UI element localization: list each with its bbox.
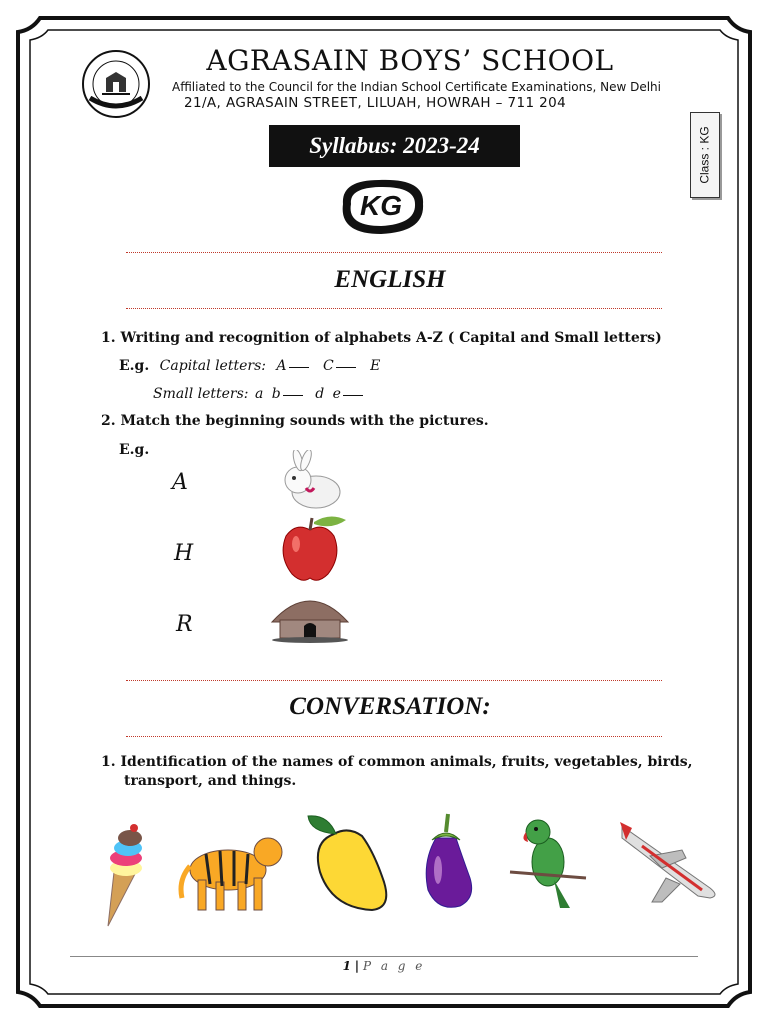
footer-rule <box>70 956 698 957</box>
school-address: 21/A, AGRASAIN STREET, LILUAH, HOWRAH – 711 204 <box>184 95 567 111</box>
small-letter: a <box>254 386 264 402</box>
conversation-item-1-cont: transport, and things. <box>124 773 297 789</box>
page-number: 1 <box>342 959 351 973</box>
small-letter: b <box>271 386 281 402</box>
conversation-heading: CONVERSATION: <box>289 693 491 720</box>
capital-letter: E <box>370 358 381 374</box>
eg-label: E.g. <box>119 358 150 374</box>
class-tab <box>690 112 720 198</box>
match-letter: A <box>172 470 188 495</box>
english-heading: ENGLISH <box>334 266 446 293</box>
kg-badge <box>333 174 429 238</box>
hut-icon <box>268 588 352 644</box>
page-footer <box>0 959 768 973</box>
divider <box>126 252 662 253</box>
english-item-1: 1. Writing and recognition of alphabets A-Z ( Capital and Small letters) <box>101 330 662 346</box>
footer-separator: | <box>354 959 360 973</box>
ice-cream-icon <box>100 820 152 928</box>
small-label: Small letters: <box>153 386 249 402</box>
tiger-icon <box>176 820 290 916</box>
apple-icon <box>276 512 350 584</box>
capital-letter: A <box>276 358 287 374</box>
conversation-item-1: 1. Identification of the names of common animals, fruits, vegetables, birds, <box>101 754 693 770</box>
capital-label: Capital letters: <box>159 358 266 374</box>
page-label: P a g e <box>362 959 426 973</box>
syllabus-banner <box>269 125 520 167</box>
kg-badge-text: KG <box>360 190 402 221</box>
rabbit-icon <box>276 450 346 512</box>
match-letter: R <box>176 612 193 637</box>
divider <box>126 308 662 309</box>
small-letter: d <box>315 386 325 402</box>
small-letter: e <box>332 386 341 402</box>
divider <box>126 680 662 681</box>
eg-label: E.g. <box>119 442 150 458</box>
school-logo <box>80 48 152 120</box>
parrot-icon <box>508 814 588 910</box>
capital-letters-example <box>119 358 380 374</box>
syllabus-label: Syllabus: 2023-24 <box>309 133 480 158</box>
mango-icon <box>302 812 394 914</box>
small-letters-example <box>153 386 367 402</box>
eggplant-icon <box>414 812 478 914</box>
english-item-2: 2. Match the beginning sounds with the pictures. <box>101 413 489 429</box>
school-name: AGRASAIN BOYS’ SCHOOL <box>206 44 614 77</box>
match-letter: H <box>174 541 194 566</box>
affiliation-text: Affiliated to the Council for the Indian School Certificate Examinations, New Delhi <box>172 80 661 94</box>
divider <box>126 736 662 737</box>
class-tab-label: Class : KG <box>698 126 713 184</box>
airplane-icon <box>612 816 722 908</box>
capital-letter: C <box>323 358 334 374</box>
